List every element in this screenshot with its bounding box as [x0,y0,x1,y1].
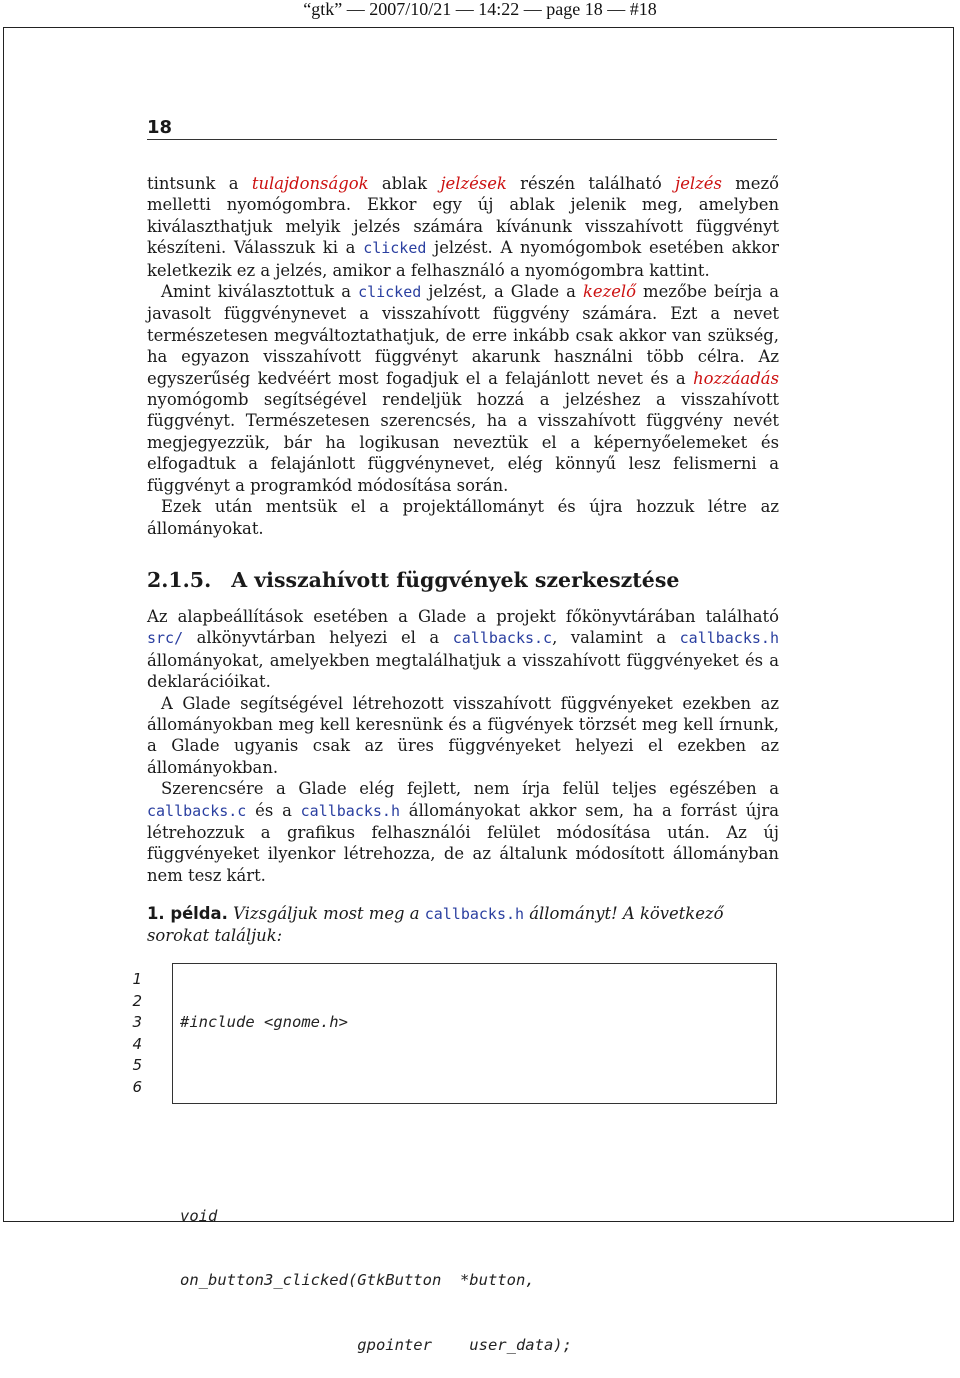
running-header: “gtk” — 2007/10/21 — 14:22 — page 18 — #18 [303,0,657,19]
example-label: 1. példa. [147,904,228,923]
code-clicked-2: clicked [358,283,422,302]
paragraph-6: Szerencsére a Glade elég fejlett, nem írja felül teljes egészében a callbacks.c és a callbacks.h állományokat akkor sem, ha a forrást újra létrehozzuk a grafikus felhasználói felület módosítása után. Az új függvényeket ilyenkor létrehozza, de az általunk módosított állományban nem tesz kárt. [147,779,779,885]
term-kezelo: kezelő [582,282,637,302]
paragraph-5: A Glade segítségével létrehozott visszahívott függvényeket ezekben az állományokban meg kell keresnünk és a fügvények törzsét meg kell írnunk, a Glade ugyanis csak az üres függvényeket helyezi el ezekben az állományokban. [147,693,779,777]
body-text-section [147,606,779,886]
header-rule [147,139,777,140]
section-heading [147,568,679,592]
code-callbacks-h-3: callbacks.h [424,905,525,923]
code-callbacks-c: callbacks.c [452,629,553,648]
page-number: 18 [147,117,173,138]
code-line: on_button3_clicked(GtkButton *button, [180,1271,535,1289]
line-number: 2 [132,991,142,1010]
code-line: #include <gnome.h> [180,1013,348,1031]
term-jelzesek: jelzések [440,174,507,193]
line-number: 5 [132,1056,142,1074]
code-line-numbers [128,969,142,1098]
code-callbacks-c-2: callbacks.c [147,801,247,820]
line-number: 6 [132,1077,142,1096]
code-clicked: clicked [363,239,427,258]
code-line: void [180,1206,218,1225]
code-line [180,1077,572,1099]
paragraph-4: Az alapbeállítások esetében a Glade a projekt főkönyvtárában található src/ alkönyvtárban helyezi el a callbacks.c, valamint a callbacks.h állományokat, amelyekben megtalálhatjuk a visszahívott függvényeket és a deklarációikat. [147,607,779,692]
line-number: 1 [132,970,142,988]
term-hozzaadas: hozzáadás [693,368,779,388]
paragraph-3: Ezek után mentsük el a projektállományt és újra hozzuk létre az állományokat. [147,497,779,538]
code-callbacks-h: callbacks.h [679,629,779,648]
paragraph-2: Amint kiválasztottuk a clicked jelzést, a Glade a kezelő mezőbe beírja a javasolt függvénynevet a visszahívott függvény számára. Ezt a nevet természetesen megváltoztathatjuk, de erre inkább csak akkor van szükség, ha egyazon visszahívott függvényt akarunk használni több célra. Az egyszerűség kedvéért most fogadjuk el a felajánlott nevet és a hozzáadás nyomógomb segítségével rendeljük hozzá a jelzéshez a visszahívott függvényt. Természetesen szerencsés, ha a visszahívott függvény nevét megjegyezzük, bár ha logikusan neveztük el a képernyőelemeket és elfogadtuk a felajánlott függvénynevet, elég könnyű lesz felismerni a függvényt a programkód módosítása során. [147,282,779,495]
section-title: A visszahívott függvények szerkesztése [231,568,680,592]
term-jelzes: jelzés [675,174,722,193]
body-text-top [147,173,779,539]
line-number: 4 [132,1034,142,1053]
paragraph-1: tintsunk a tulajdonságok ablak jelzések részén található jelzés mező melletti nyomógombra. Ekkor egy új ablak jelenik meg, amelyben kiválaszthatjuk melyik jelzés számára kívánunk visszahívott függvényt készíteni. Válasszuk ki a clicked jelzést. A nyomógombok esetében akkor keletkezik ez a jelzés, amikor a felhasználó a nyomógombra kattint. [147,174,779,280]
term-tulajdonsagok: tulajdonságok [251,174,369,193]
example-1: 1. példa. Vizsgáljuk most meg a callbacks.h állományt! A következő sorokat találjuk: [147,904,724,946]
code-line: gpointer user_data); [180,1335,572,1354]
code-listing [180,969,572,1378]
code-src: src/ [147,629,184,648]
line-number: 3 [132,1013,142,1031]
code-line [180,1141,572,1163]
code-callbacks-h-2: callbacks.h [300,801,400,820]
section-number: 2.1.5. [147,568,212,592]
